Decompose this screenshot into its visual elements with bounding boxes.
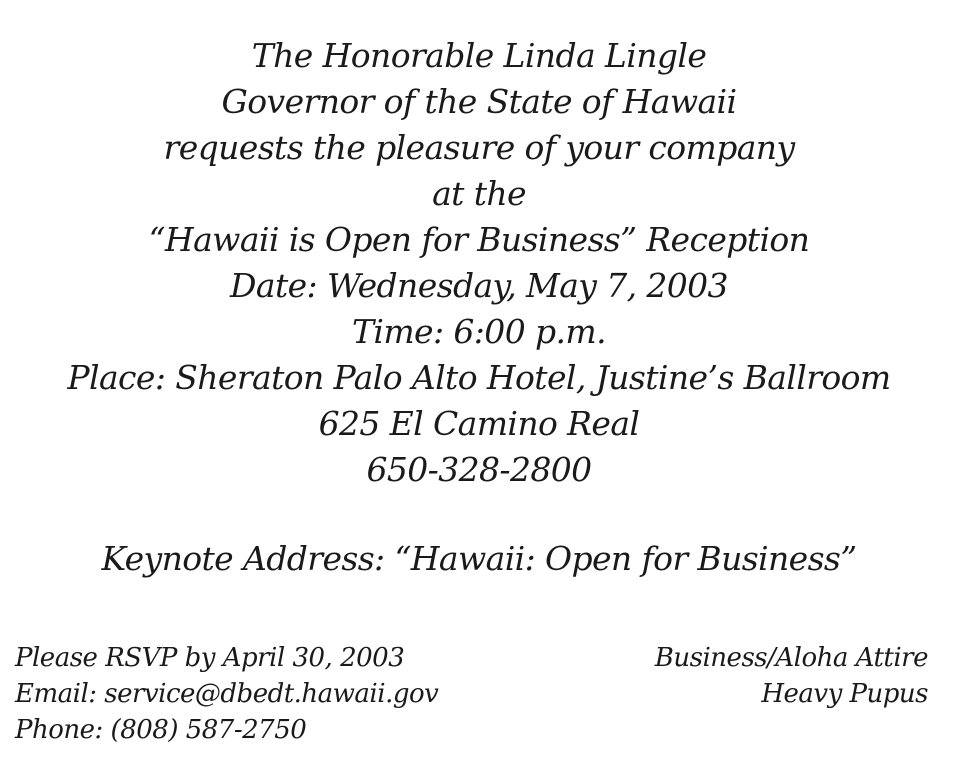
keynote-address: Keynote Address: “Hawaii: Open for Business”: [101, 539, 857, 578]
event-address-line: 625 El Camino Real: [318, 404, 640, 443]
event-place-line: Place: Sheraton Palo Alto Hotel, Justine’s Ballroom: [67, 358, 891, 397]
event-name-line: “Hawaii is Open for Business” Reception: [148, 220, 810, 259]
attire-note: Business/Aloha Attire: [654, 643, 928, 673]
food-note: Heavy Pupus: [761, 679, 928, 709]
host-title-line: Governor of the State of Hawaii: [221, 82, 737, 121]
host-name-line: The Honorable Linda Lingle: [251, 36, 707, 75]
event-time-line: Time: 6:00 p.m.: [352, 312, 606, 351]
rsvp-deadline: Please RSVP by April 30, 2003: [15, 643, 405, 673]
event-phone-line: 650-328-2800: [366, 450, 592, 489]
event-notes: [655, 640, 928, 712]
rsvp-details: [15, 640, 438, 748]
invitation-main-text: [0, 33, 958, 493]
rsvp-phone: Phone: (808) 587-2750: [15, 715, 307, 745]
at-the-line: at the: [432, 174, 526, 213]
request-line: requests the pleasure of your company: [163, 128, 795, 167]
event-date-line: Date: Wednesday, May 7, 2003: [230, 266, 728, 305]
rsvp-email: Email: service@dbedt.hawaii.gov: [15, 679, 439, 709]
